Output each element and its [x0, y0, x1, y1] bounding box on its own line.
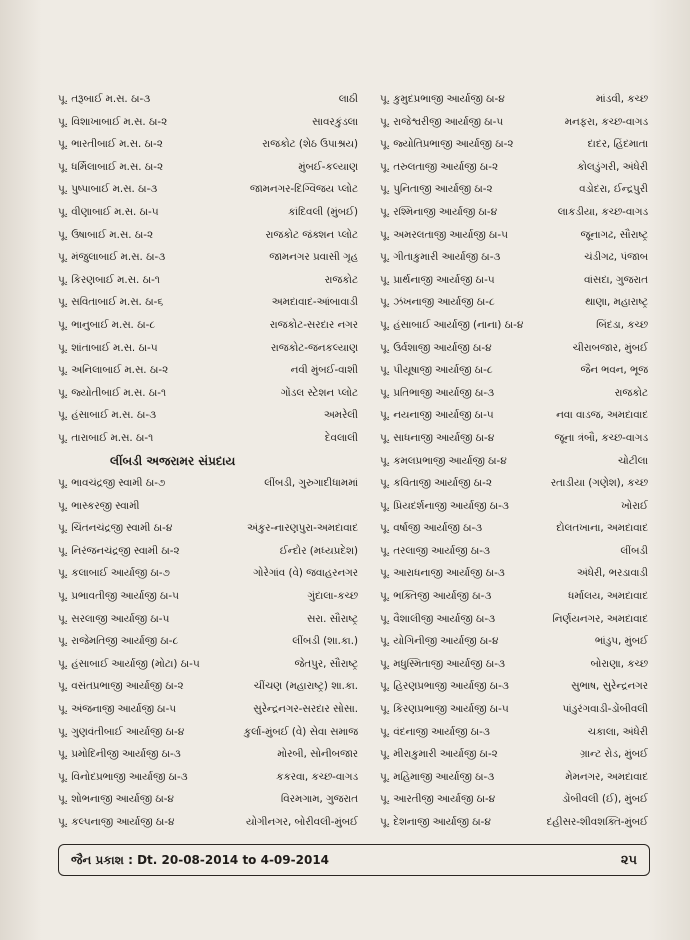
place-name: ચીરાબજાર, મુંબઈ	[572, 341, 648, 354]
person-name: પૂ. સરલાજી આર્યાજી ઠા-૫	[58, 612, 170, 625]
list-item	[58, 585, 358, 608]
person-name: પૂ. ભક્તિજી આર્યાજી ઠા-૩	[380, 590, 492, 603]
person-name: પૂ. રાજેશ્વરીજી આર્યાજી ઠા-૫	[380, 115, 504, 128]
person-name: પૂ. અંજનાજી આર્યાજી ઠા-૫	[58, 703, 177, 716]
place-name: નવી મુંબઈ-વાશી	[290, 364, 358, 377]
person-name: પૂ. સવિતાબાઈ મ.સ. ઠા-૬	[58, 296, 164, 309]
list-item	[58, 291, 358, 314]
place-name: અમદાવાદ-આંબાવાડી	[271, 296, 358, 309]
list-item	[380, 178, 648, 201]
place-name: રાજકોટ-સરદાર નગર	[269, 318, 358, 331]
place-name: જામનગર પ્રવાસી ગૃહ	[269, 251, 358, 264]
person-name: પૂ. કુમુદપ્રભાજી આર્યાજી ઠા-૪	[380, 93, 505, 105]
list-item	[58, 788, 358, 811]
list-item	[58, 133, 358, 156]
list-item	[380, 269, 648, 292]
place-name: લાઠી	[338, 93, 358, 105]
person-name: પૂ. શોભનાજી આર્યાજી ઠા-૪	[58, 793, 174, 806]
person-name: પૂ. આરતીજી આર્યાજી ઠા-૪	[380, 793, 496, 806]
place-name: ચંડીગઢ, પંજાબ	[584, 251, 648, 264]
place-name: અંકુર-નારણપુરા-અમદાવાદ	[246, 522, 358, 535]
list-item	[380, 156, 648, 179]
person-name: પૂ. મધુસ્મિતાજી આર્યાજી ઠા-૩	[380, 657, 505, 670]
list-item	[380, 472, 648, 495]
place-name: ચોટીલા	[617, 454, 648, 467]
list-item	[58, 517, 358, 540]
place-name: અમરેલી	[323, 409, 358, 422]
list-item	[380, 698, 648, 721]
section-heading: લીંબડી અજરામર સંપ્રદાય	[110, 453, 236, 468]
publication-info: જૈન પ્રકાશ : Dt. 20-08-2014 to 4-09-2014	[71, 852, 330, 867]
list-item	[58, 269, 358, 292]
list-item	[58, 653, 358, 676]
list-item	[58, 472, 358, 495]
list-item	[380, 404, 648, 427]
place-name: દહીસર-શીવશક્તિ-મુંબઈ	[546, 816, 648, 828]
person-name: પૂ. દેશનાજી આર્યાજી ઠા-૪	[380, 816, 491, 828]
list-item	[380, 314, 648, 337]
place-name: યોગીનગર, બોરીવલી-મુંબઈ	[246, 816, 358, 828]
person-name: પૂ. તરુલતાજી આર્યાજી ઠા-૨	[380, 160, 499, 173]
person-name: પૂ. હંસાબાઈ આર્યાજી (મોટા) ઠા-૫	[58, 657, 200, 670]
place-name: નવા વાડજ, અમદાવાદ	[556, 409, 648, 422]
place-name: લાકડીયા, કચ્છ-વાગડ	[557, 205, 648, 218]
person-name: પૂ. હંસાબાઈ આર્યાજી (નાના) ઠા-૪	[380, 318, 524, 331]
list-item	[380, 427, 648, 450]
list-item	[58, 562, 358, 585]
place-name: વડોદરા, ઈન્દ્રપુરી	[579, 183, 648, 196]
person-name: પૂ. રાજેમતિજી આર્યાજી ઠા-૮	[58, 635, 179, 648]
place-name: મેમનગર, અમદાવાદ	[565, 770, 648, 783]
list-item	[58, 495, 358, 518]
list-item	[380, 562, 648, 585]
person-name: પૂ. હિરણપ્રભાજી આર્યાજી ઠા-૩	[380, 680, 509, 693]
place-name: રાજકોટ જંક્શન પ્લોટ	[265, 228, 358, 241]
list-item	[380, 88, 648, 111]
person-name: પૂ. અમરલતાજી આર્યાજી ઠા-૫	[380, 228, 508, 241]
person-name: પૂ. વંદનાજી આર્યાજી ઠા-૩	[380, 725, 490, 738]
place-name: મોરબી, સોનીબજાર	[277, 748, 358, 761]
place-name: ગ્રાન્ટ રોડ, મુંબઈ	[579, 748, 648, 761]
left-list-bottom	[58, 472, 358, 834]
list-item	[380, 675, 648, 698]
place-name: કાંદિવલી (મુંબઈ)	[288, 205, 358, 218]
list-item	[380, 450, 648, 473]
person-name: પૂ. જ્યોતીબાઈ મ.સ. ઠા-૧	[58, 386, 167, 399]
list-item	[380, 788, 648, 811]
list-item	[58, 608, 358, 631]
list-item	[58, 201, 358, 224]
person-name: પૂ. કિરણપ્રભાજી આર્યાજી ઠા-૫	[380, 703, 509, 716]
place-name: સુભાષ, સુરેન્દ્રનગર	[571, 680, 648, 693]
person-name: પૂ. કમલપ્રભાજી આર્યાજી ઠા-૪	[380, 454, 507, 467]
right-column	[380, 88, 648, 834]
place-name: ભાંડુપ, મુંબઈ	[594, 635, 648, 648]
person-name: પૂ. ઝંખનાજી આર્યાજી ઠા-૮	[380, 296, 495, 309]
page-number: ૨૫	[620, 852, 637, 868]
person-name: પૂ. પ્રભાવતીજી આર્યાજી ઠા-૫	[58, 590, 179, 603]
list-item	[58, 337, 358, 360]
place-name: રતાડીયા (ગણેશ), કચ્છ	[550, 477, 648, 490]
place-name: રાજકોટ	[614, 386, 648, 399]
person-name: પૂ. મહિમાજી આર્યાજી ઠા-૩	[380, 770, 495, 783]
list-item	[380, 766, 648, 789]
person-name: પૂ. આરાધનાજી આર્યાજી ઠા-૩	[380, 567, 505, 580]
person-name: પૂ. કલાબાઈ આર્યાજી ઠા-૭	[58, 567, 170, 580]
person-name: પૂ. પ્રાર્થનાજી આર્યાજી ઠા-૫	[380, 273, 495, 286]
person-name: પૂ. ભાવચંદ્રજી સ્વામી ઠા-૭	[58, 477, 166, 490]
place-name: ઈન્દોર (મધ્યપ્રદેશ)	[279, 544, 358, 557]
person-name: પૂ. ગીતાકુમારી આર્યાજી ઠા-૩	[380, 251, 501, 264]
place-name: અંધેરી, ભરડાવાડી	[576, 567, 648, 580]
place-name: જૂના ત્રંબૌ, કચ્છ-વાગડ	[554, 431, 648, 444]
list-item	[58, 698, 358, 721]
list-item	[58, 540, 358, 563]
list-item	[58, 404, 358, 427]
person-name: પૂ. પીયૂષાજી આર્યાજી ઠા-૮	[380, 364, 493, 377]
place-name: લીંબડી (શા.કા.)	[292, 635, 358, 648]
place-name: કોલડુંગરી, અંધેરી	[577, 160, 648, 173]
person-name: પૂ. પ્રિયદર્શનાજી આર્યાજી ઠા-૩	[380, 499, 509, 512]
person-name: પૂ. ધર્મિલાબાઈ મ.સ. ઠા-૨	[58, 160, 164, 173]
person-name: પૂ. પુનિતાજી આર્યાજી ઠા-૨	[380, 183, 493, 196]
list-item	[58, 811, 358, 834]
place-name: જામનગર-દિગ્વિજય પ્લોટ	[249, 183, 358, 196]
list-item	[380, 201, 648, 224]
place-name: બોરાણા, કચ્છ	[590, 657, 648, 670]
place-name: દાદર, હિંદમાતા	[587, 138, 648, 151]
list-item	[380, 811, 648, 834]
place-name: ગુંદાલા-કચ્છ	[307, 590, 358, 603]
place-name: લીંબડી	[620, 544, 648, 557]
list-item	[58, 224, 358, 247]
list-item	[380, 630, 648, 653]
place-name: કુર્લા-મુંબઈ (વે) સેવા સમાજ	[243, 725, 358, 738]
list-item	[380, 608, 648, 631]
person-name: પૂ. મીરાકુમારી આર્યાજી ઠા-૨	[380, 748, 498, 761]
place-name: ગોરેગાંવ (વે) જવાહરનગર	[253, 567, 358, 580]
place-name: લીંબડી, ગુરુગાદીધામમાં	[264, 477, 358, 490]
person-name: પૂ. વૈશાલીજી આર્યાજી ઠા-૩	[380, 612, 495, 625]
list-item	[58, 766, 358, 789]
person-name: પૂ. તરલાજી આર્યાજી ઠા-૩	[380, 544, 490, 557]
person-name: પૂ. કલ્પનાજી આર્યાજી ઠા-૪	[58, 816, 175, 828]
place-name: ખોરાઈ	[621, 499, 648, 512]
list-item	[380, 291, 648, 314]
list-item	[380, 224, 648, 247]
person-name: પૂ. ભારતીબાઈ મ.સ. ઠા-૨	[58, 138, 163, 151]
person-name: પૂ. કવિતાજી આર્યાજી ઠા-૨	[380, 477, 492, 490]
list-item	[380, 133, 648, 156]
place-name: માંડવી, કચ્છ	[595, 93, 648, 105]
place-name: સુરેન્દ્રનગર-સરદાર સોસા.	[253, 703, 358, 716]
list-item	[58, 427, 358, 450]
list-item	[58, 630, 358, 653]
person-name: પૂ. જ્યોતિપ્રભાજી આર્યાજી ઠા-૨	[380, 138, 514, 151]
list-item	[58, 359, 358, 382]
place-name: રાજકોટ (શેઠ ઉપાશ્રય)	[262, 138, 358, 151]
list-item	[58, 156, 358, 179]
person-name: પૂ. ગુણવંતીબાઈ આર્યાજી ઠા-૪	[58, 725, 185, 738]
list-item	[58, 721, 358, 744]
place-name: જેતપુર, સૌરાષ્ટ્ર	[294, 657, 358, 670]
person-name: પૂ. અનિલાબાઈ મ.સ. ઠા-૨	[58, 364, 169, 377]
list-item	[380, 495, 648, 518]
list-item	[58, 88, 358, 111]
person-name: પૂ. ઉષાબાઈ મ.સ. ઠા-૨	[58, 228, 154, 241]
place-name: રાજકોટ-જનકલ્યાણ	[270, 341, 358, 354]
place-name: જૂનાગઢ, સૌરાષ્ટ્ર	[580, 228, 648, 241]
person-name: પૂ. પુષ્પાબાઈ મ.સ. ઠા-૩	[58, 183, 158, 196]
list-item	[380, 585, 648, 608]
person-name: પૂ. વિશાખાબાઈ મ.સ. ઠા-૨	[58, 115, 168, 128]
place-name: જૈન ભવન, ભૂજ	[580, 364, 648, 377]
person-name: પૂ. મંજુલાબાઈ મ.સ. ઠા-૩	[58, 251, 166, 264]
place-name: સરા. સૌરાષ્ટ્ર	[306, 612, 358, 625]
footer-box	[58, 844, 650, 876]
person-name: પૂ. નિરંજનચંદ્રજી સ્વામી ઠા-૨	[58, 544, 180, 557]
person-name: પૂ. સાધનાજી આર્યાજી ઠા-૪	[380, 431, 495, 444]
list-item	[58, 246, 358, 269]
list-item	[380, 743, 648, 766]
left-column	[58, 88, 358, 834]
list-item	[380, 246, 648, 269]
person-name: પૂ. ઉર્વશાજી આર્યાજી ઠા-૪	[380, 341, 492, 354]
place-name: કકરવા, કચ્છ-વાગડ	[276, 770, 358, 783]
person-name: પૂ. હંસાબાઈ મ.સ. ઠા-૩	[58, 409, 156, 422]
place-name: સાવરકુંડલા	[312, 115, 358, 128]
person-name: પૂ. ચિંતનચંદ્રજી સ્વામી ઠા-૪	[58, 522, 173, 535]
person-name: પૂ. રશ્મિનાજી આર્યાજી ઠા-૪	[380, 205, 497, 218]
place-name: વિરમગામ, ગુજરાત	[280, 793, 358, 806]
list-item	[380, 359, 648, 382]
person-name: પૂ. વિનોદપ્રભાજી આર્યાજી ઠા-૩	[58, 770, 188, 783]
person-name: પૂ. પ્રતિભાજી આર્યાજી ઠા-૩	[380, 386, 494, 399]
list-item	[380, 382, 648, 405]
place-name: ચીંચણ (મહારાષ્ટ્ર) શા.કા.	[253, 680, 358, 693]
list-item	[58, 382, 358, 405]
place-name: રાજકોટ	[324, 273, 358, 286]
person-name: પૂ. વીણાબાઈ મ.સ. ઠા-૫	[58, 205, 159, 218]
list-item	[380, 337, 648, 360]
person-name: પૂ. શાંતાબાઈ મ.સ. ઠા-૫	[58, 341, 158, 354]
place-name: બિંદડા, કચ્છ	[596, 318, 648, 331]
list-item	[58, 111, 358, 134]
person-name: પૂ. તારાબાઈ મ.સ. ઠા-૧	[58, 431, 154, 444]
person-name: પૂ. ભાનુબાઈ મ.સ. ઠા-૮	[58, 318, 155, 331]
list-item	[380, 721, 648, 744]
place-name: દેવલાલી	[324, 431, 358, 444]
list-item	[380, 517, 648, 540]
list-item	[380, 111, 648, 134]
place-name: મનફરા, કચ્છ-વાગડ	[564, 115, 648, 128]
place-name: થાણા, મહારાષ્ટ્ર	[585, 296, 648, 309]
person-name: પૂ. કિરણબાઈ મ.સ. ઠા-૧	[58, 273, 160, 286]
list-item	[58, 743, 358, 766]
place-name	[352, 495, 358, 518]
place-name: નિર્ણયનગર, અમદાવાદ	[552, 612, 648, 625]
list-item	[58, 178, 358, 201]
person-name: પૂ. નયનાજી આર્યાજી ઠા-૫	[380, 409, 494, 422]
place-name: મુંબઈ-કલ્યાણ	[298, 160, 358, 173]
person-name: પૂ. પ્રમોદિનીજી આર્યાજી ઠા-૩	[58, 748, 181, 761]
place-name: ડોંબીવલી (ઈ), મુંબઈ	[562, 793, 648, 806]
list-item	[380, 540, 648, 563]
right-list	[380, 88, 648, 834]
person-name: પૂ. વસંતપ્રભાજી આર્યાજી ઠા-૨	[58, 680, 184, 693]
list-item	[380, 653, 648, 676]
place-name: દોલતખાના, અમદાવાદ	[556, 522, 648, 535]
person-name: પૂ. ભાસ્કરજી સ્વામી	[58, 499, 140, 512]
person-name: પૂ. તરૂબાઈ મ.સ. ઠા-૩	[58, 93, 151, 105]
place-name: ગોંડલ સ્ટેશન પ્લોટ	[280, 386, 358, 399]
list-item	[58, 314, 358, 337]
person-name: પૂ. યોગિનીજી આર્યાજી ઠા-૪	[380, 635, 499, 648]
place-name: ધર્માલય, અમદાવાદ	[568, 590, 648, 603]
left-list-top	[58, 88, 358, 450]
place-name: વાંસદા, ગુજરાત	[583, 273, 648, 286]
list-item	[58, 675, 358, 698]
person-name: પૂ. વર્ષાજી આર્યાજી ઠા-૩	[380, 522, 483, 535]
place-name: પાંડુરંગવાડી-ડોંબીવલી	[562, 703, 648, 716]
place-name: ચકાલા, અંધેરી	[587, 725, 648, 738]
